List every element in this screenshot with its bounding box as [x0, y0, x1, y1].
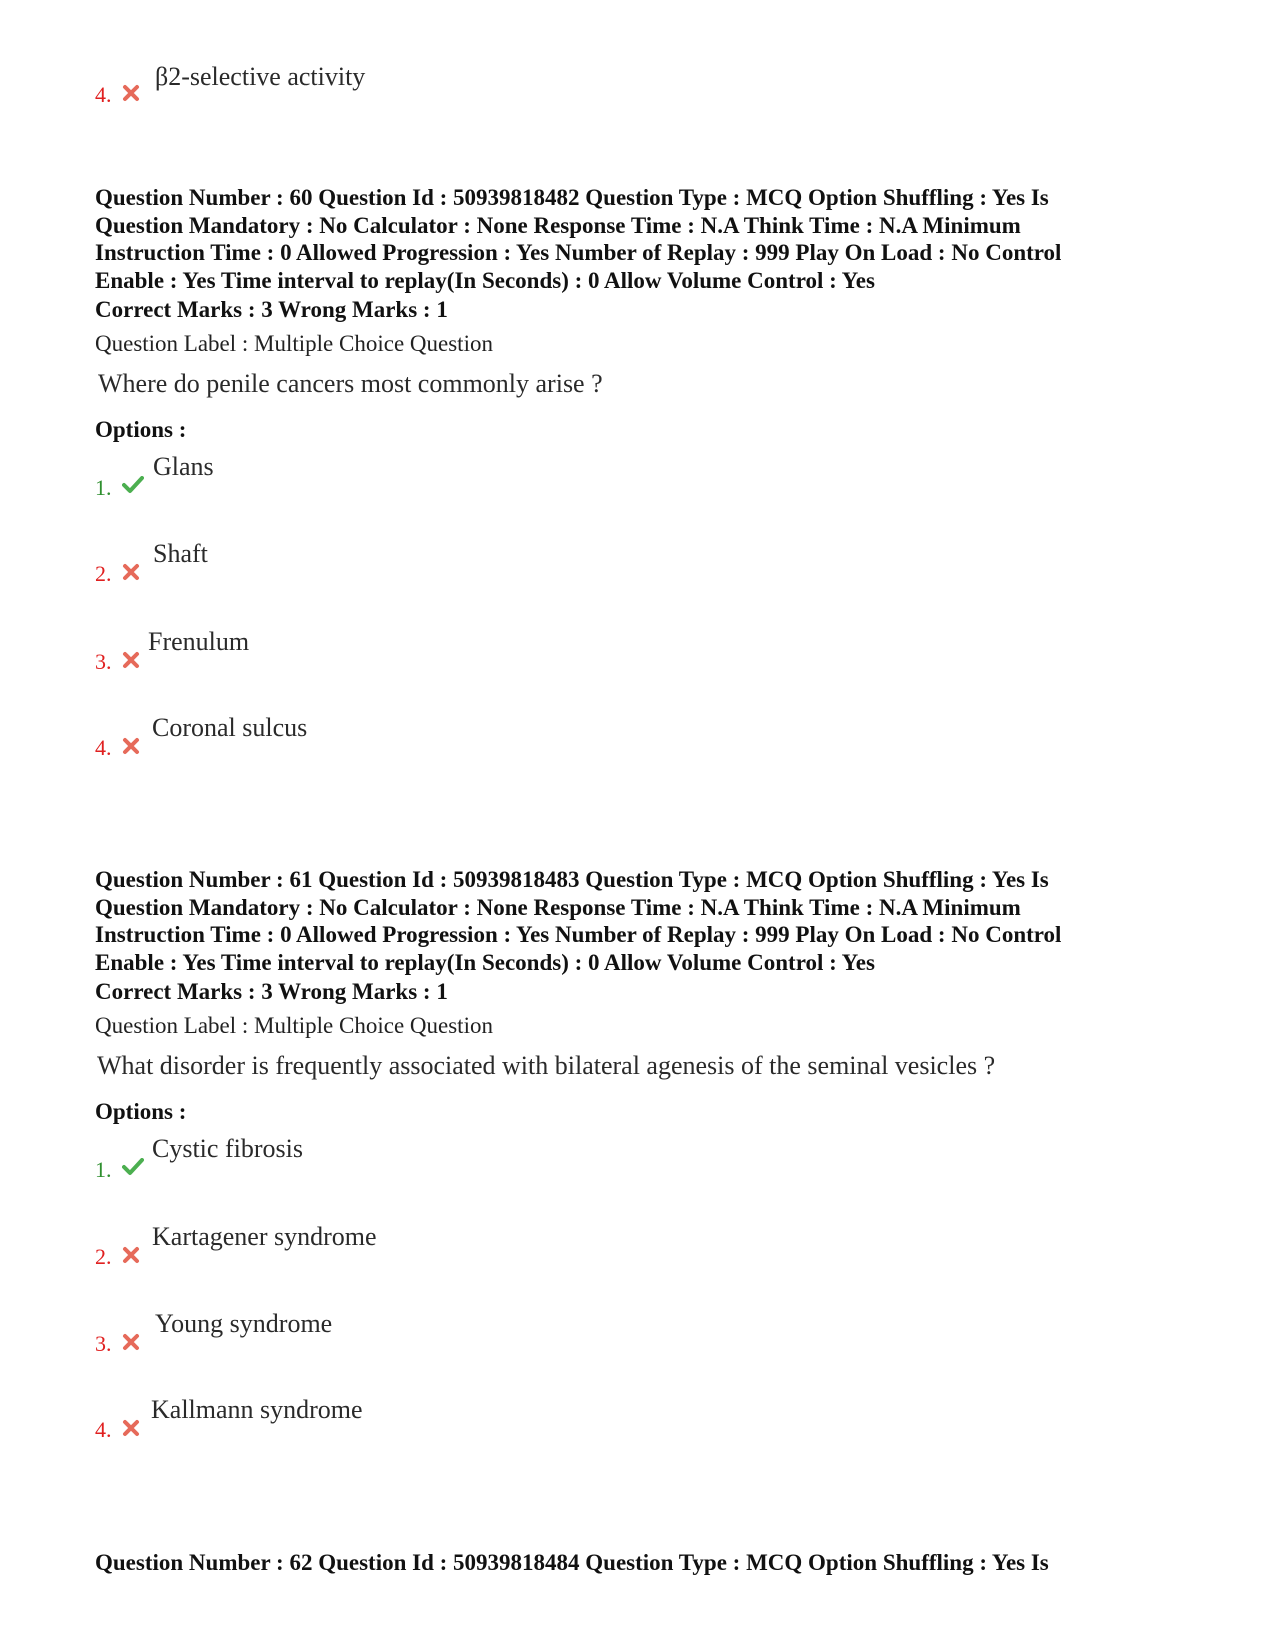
- cross-icon: [122, 737, 140, 755]
- marks-line: Correct Marks : 3 Wrong Marks : 1: [95, 979, 448, 1004]
- cross-icon: [122, 1419, 140, 1437]
- options-heading: Options :: [95, 417, 187, 442]
- question-text: What disorder is frequently associated with bilateral agenesis of the seminal vesicles ?: [97, 1051, 996, 1080]
- question-text: Where do penile cancers most commonly arise ?: [98, 369, 603, 398]
- option-text: β2-selective activity: [155, 62, 366, 91]
- option-text: Glans: [153, 452, 214, 481]
- cross-icon: [122, 1246, 140, 1264]
- option-row: [95, 625, 795, 685]
- meta-line: Enable : Yes Time interval to replay(In Seconds) : 0 Allow Volume Control : Yes: [95, 949, 875, 975]
- meta-line: Question Number : 62 Question Id : 50939818484 Question Type : MCQ Option Shuffling : Yes Is: [95, 1550, 1049, 1575]
- marks-line: Correct Marks : 3 Wrong Marks : 1: [95, 297, 448, 322]
- option-text: Coronal sulcus: [152, 713, 308, 742]
- meta-line: Question Number : 61 Question Id : 50939818483 Question Type : MCQ Option Shuffling : Yes Is: [95, 867, 1049, 892]
- option-number: 4.: [95, 82, 112, 107]
- meta-line: Question Mandatory : No Calculator : None Response Time : N.A Think Time : N.A Minimum: [95, 894, 1021, 920]
- meta-line: Instruction Time : 0 Allowed Progression : Yes Number of Replay : 999 Play On Load : No Control: [95, 240, 1062, 265]
- question-meta: [95, 866, 1205, 976]
- option-row: [95, 1393, 795, 1453]
- option-text: Kallmann syndrome: [151, 1395, 363, 1424]
- question-meta: [95, 1549, 1205, 1577]
- options-heading: Options :: [95, 1099, 187, 1124]
- option-text: Cystic fibrosis: [152, 1134, 303, 1163]
- meta-line: Enable : Yes Time interval to replay(In Seconds) : 0 Allow Volume Control : Yes: [95, 267, 875, 293]
- option-text: Frenulum: [148, 627, 250, 656]
- option-row: [95, 1132, 795, 1192]
- cross-icon: [122, 1333, 140, 1351]
- checkmark-icon: [122, 1158, 144, 1176]
- option-text: Young syndrome: [155, 1309, 333, 1338]
- option-row: [95, 1307, 795, 1367]
- option-number: 2.: [95, 1244, 112, 1269]
- option-number: 1.: [95, 475, 112, 500]
- option-number: 3.: [95, 1331, 112, 1356]
- option-row: [95, 60, 795, 120]
- cross-icon: [122, 84, 140, 102]
- cross-icon: [122, 563, 140, 581]
- cross-icon: [122, 651, 140, 669]
- option-number: 3.: [95, 649, 112, 674]
- option-row: [95, 450, 795, 510]
- meta-line: Instruction Time : 0 Allowed Progression : Yes Number of Replay : 999 Play On Load : No Control: [95, 922, 1062, 947]
- meta-line: Question Mandatory : No Calculator : None Response Time : N.A Think Time : N.A Minimum: [95, 212, 1021, 238]
- question-label: Question Label : Multiple Choice Question: [95, 1013, 493, 1038]
- checkmark-icon: [122, 476, 144, 494]
- question-meta: [95, 184, 1205, 294]
- option-number: 4.: [95, 735, 112, 760]
- option-row: [95, 1220, 795, 1280]
- option-number: 4.: [95, 1417, 112, 1442]
- option-text: Shaft: [153, 539, 208, 568]
- option-row: [95, 711, 795, 771]
- option-row: [95, 537, 795, 597]
- question-label: Question Label : Multiple Choice Question: [95, 331, 493, 356]
- option-number: 2.: [95, 561, 112, 586]
- option-text: Kartagener syndrome: [152, 1222, 377, 1251]
- option-number: 1.: [95, 1157, 112, 1182]
- meta-line: Question Number : 60 Question Id : 50939818482 Question Type : MCQ Option Shuffling : Yes Is: [95, 185, 1049, 210]
